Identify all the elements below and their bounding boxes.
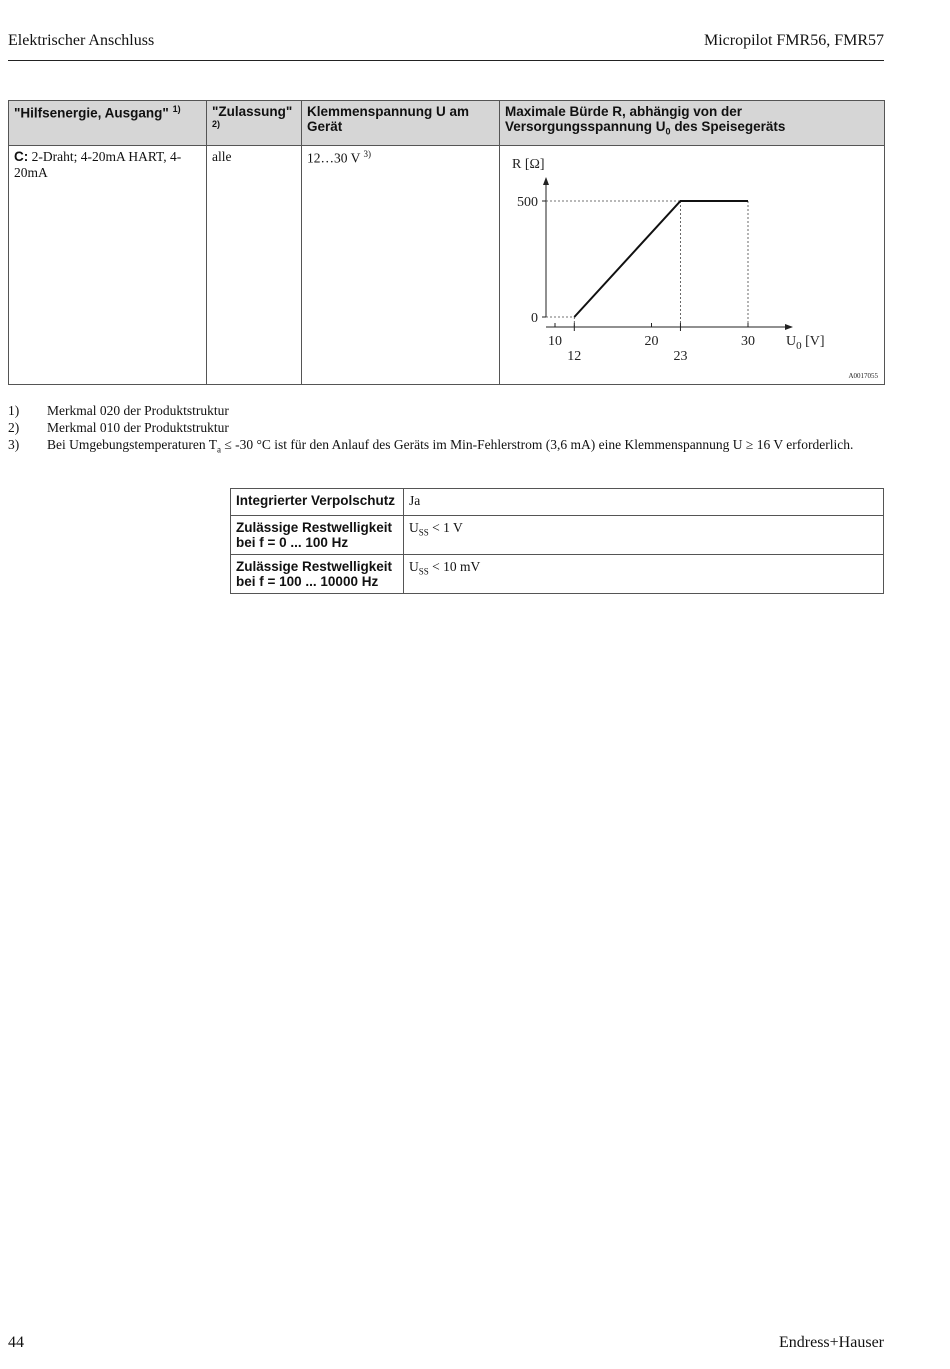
header-max-load: Maximale Bürde R, abhängig von der Versorgungsspannung $U_0$ des Speisegeräts <box>500 101 885 146</box>
spec-value: Ja <box>404 489 884 516</box>
cell-power-output: C: 2-Draht; 4-20mA HART, 4-20mA <box>9 146 207 385</box>
figure-code: A0017055 <box>848 372 878 380</box>
x-tick-label: 20 <box>644 334 659 349</box>
spec-value: $U_{SS} < 10$ mV <box>404 554 884 593</box>
page-footer <box>8 1334 884 1358</box>
spec-label: Integrierter Verpolschutz <box>231 489 404 516</box>
footnote-2: 2) Merkmal 010 der Produktstruktur <box>8 420 229 435</box>
spec-label: Zulässige Restwelligkeit bei f = 0 ... 100 Hz <box>231 515 404 554</box>
y-axis-label: R [Ω] <box>512 157 545 172</box>
product-title: Micropilot FMR56, FMR57 <box>703 32 884 49</box>
page-number: 44 <box>8 1334 24 1351</box>
section-title: Elektrischer Anschluss <box>8 32 155 49</box>
header-approval: "Zulassung" $^{2)}$ <box>207 101 302 146</box>
cell-terminal-voltage: 12…30 V $^{3)}$ <box>302 146 500 385</box>
page-header <box>8 32 884 61</box>
table-row <box>9 146 885 385</box>
cell-approval: alle <box>207 146 302 385</box>
spec-table <box>230 488 884 594</box>
x-tick-label: 30 <box>741 334 755 349</box>
footnote-1: 1) Merkmal 020 der Produktstruktur <box>8 403 229 418</box>
table-row <box>231 554 884 593</box>
footnotes <box>8 402 888 453</box>
spec-value: $U_{SS} < 1$ V <box>404 515 884 554</box>
table-row <box>231 515 884 554</box>
header-power-output: "Hilfsenergie, Ausgang" $^{1)}$ <box>9 101 207 146</box>
x-tick-label: 23 <box>673 349 688 364</box>
x-tick-label: 12 <box>567 349 582 364</box>
x-tick-label: 10 <box>548 334 562 349</box>
brand-name: Endress+Hauser <box>779 1334 884 1351</box>
x-axis-label: $U_0$ [V] <box>786 334 825 352</box>
spec-label: Zulässige Restwelligkeit bei f = 100 ... 10000 Hz <box>231 554 404 593</box>
table-row <box>231 489 884 516</box>
header-terminal-voltage: Klemmenspannung U am Gerät <box>302 101 500 146</box>
load-chart <box>500 146 884 385</box>
table-header-row <box>9 101 885 146</box>
footnote-3: 3) Bei Umgebungstemperaturen $T_a \le -30$ °C ist für den Anlauf des Geräts im Min-Fehlerstrom (3,6 mA) eine Klemmenspannung U ≥ 16 V erforderlich. <box>8 437 854 455</box>
y-tick-label: 0 <box>531 311 538 326</box>
load-chart-cell <box>500 146 885 385</box>
load-line-series <box>574 201 748 317</box>
power-supply-table <box>8 100 885 385</box>
y-tick-label: 500 <box>517 195 538 210</box>
